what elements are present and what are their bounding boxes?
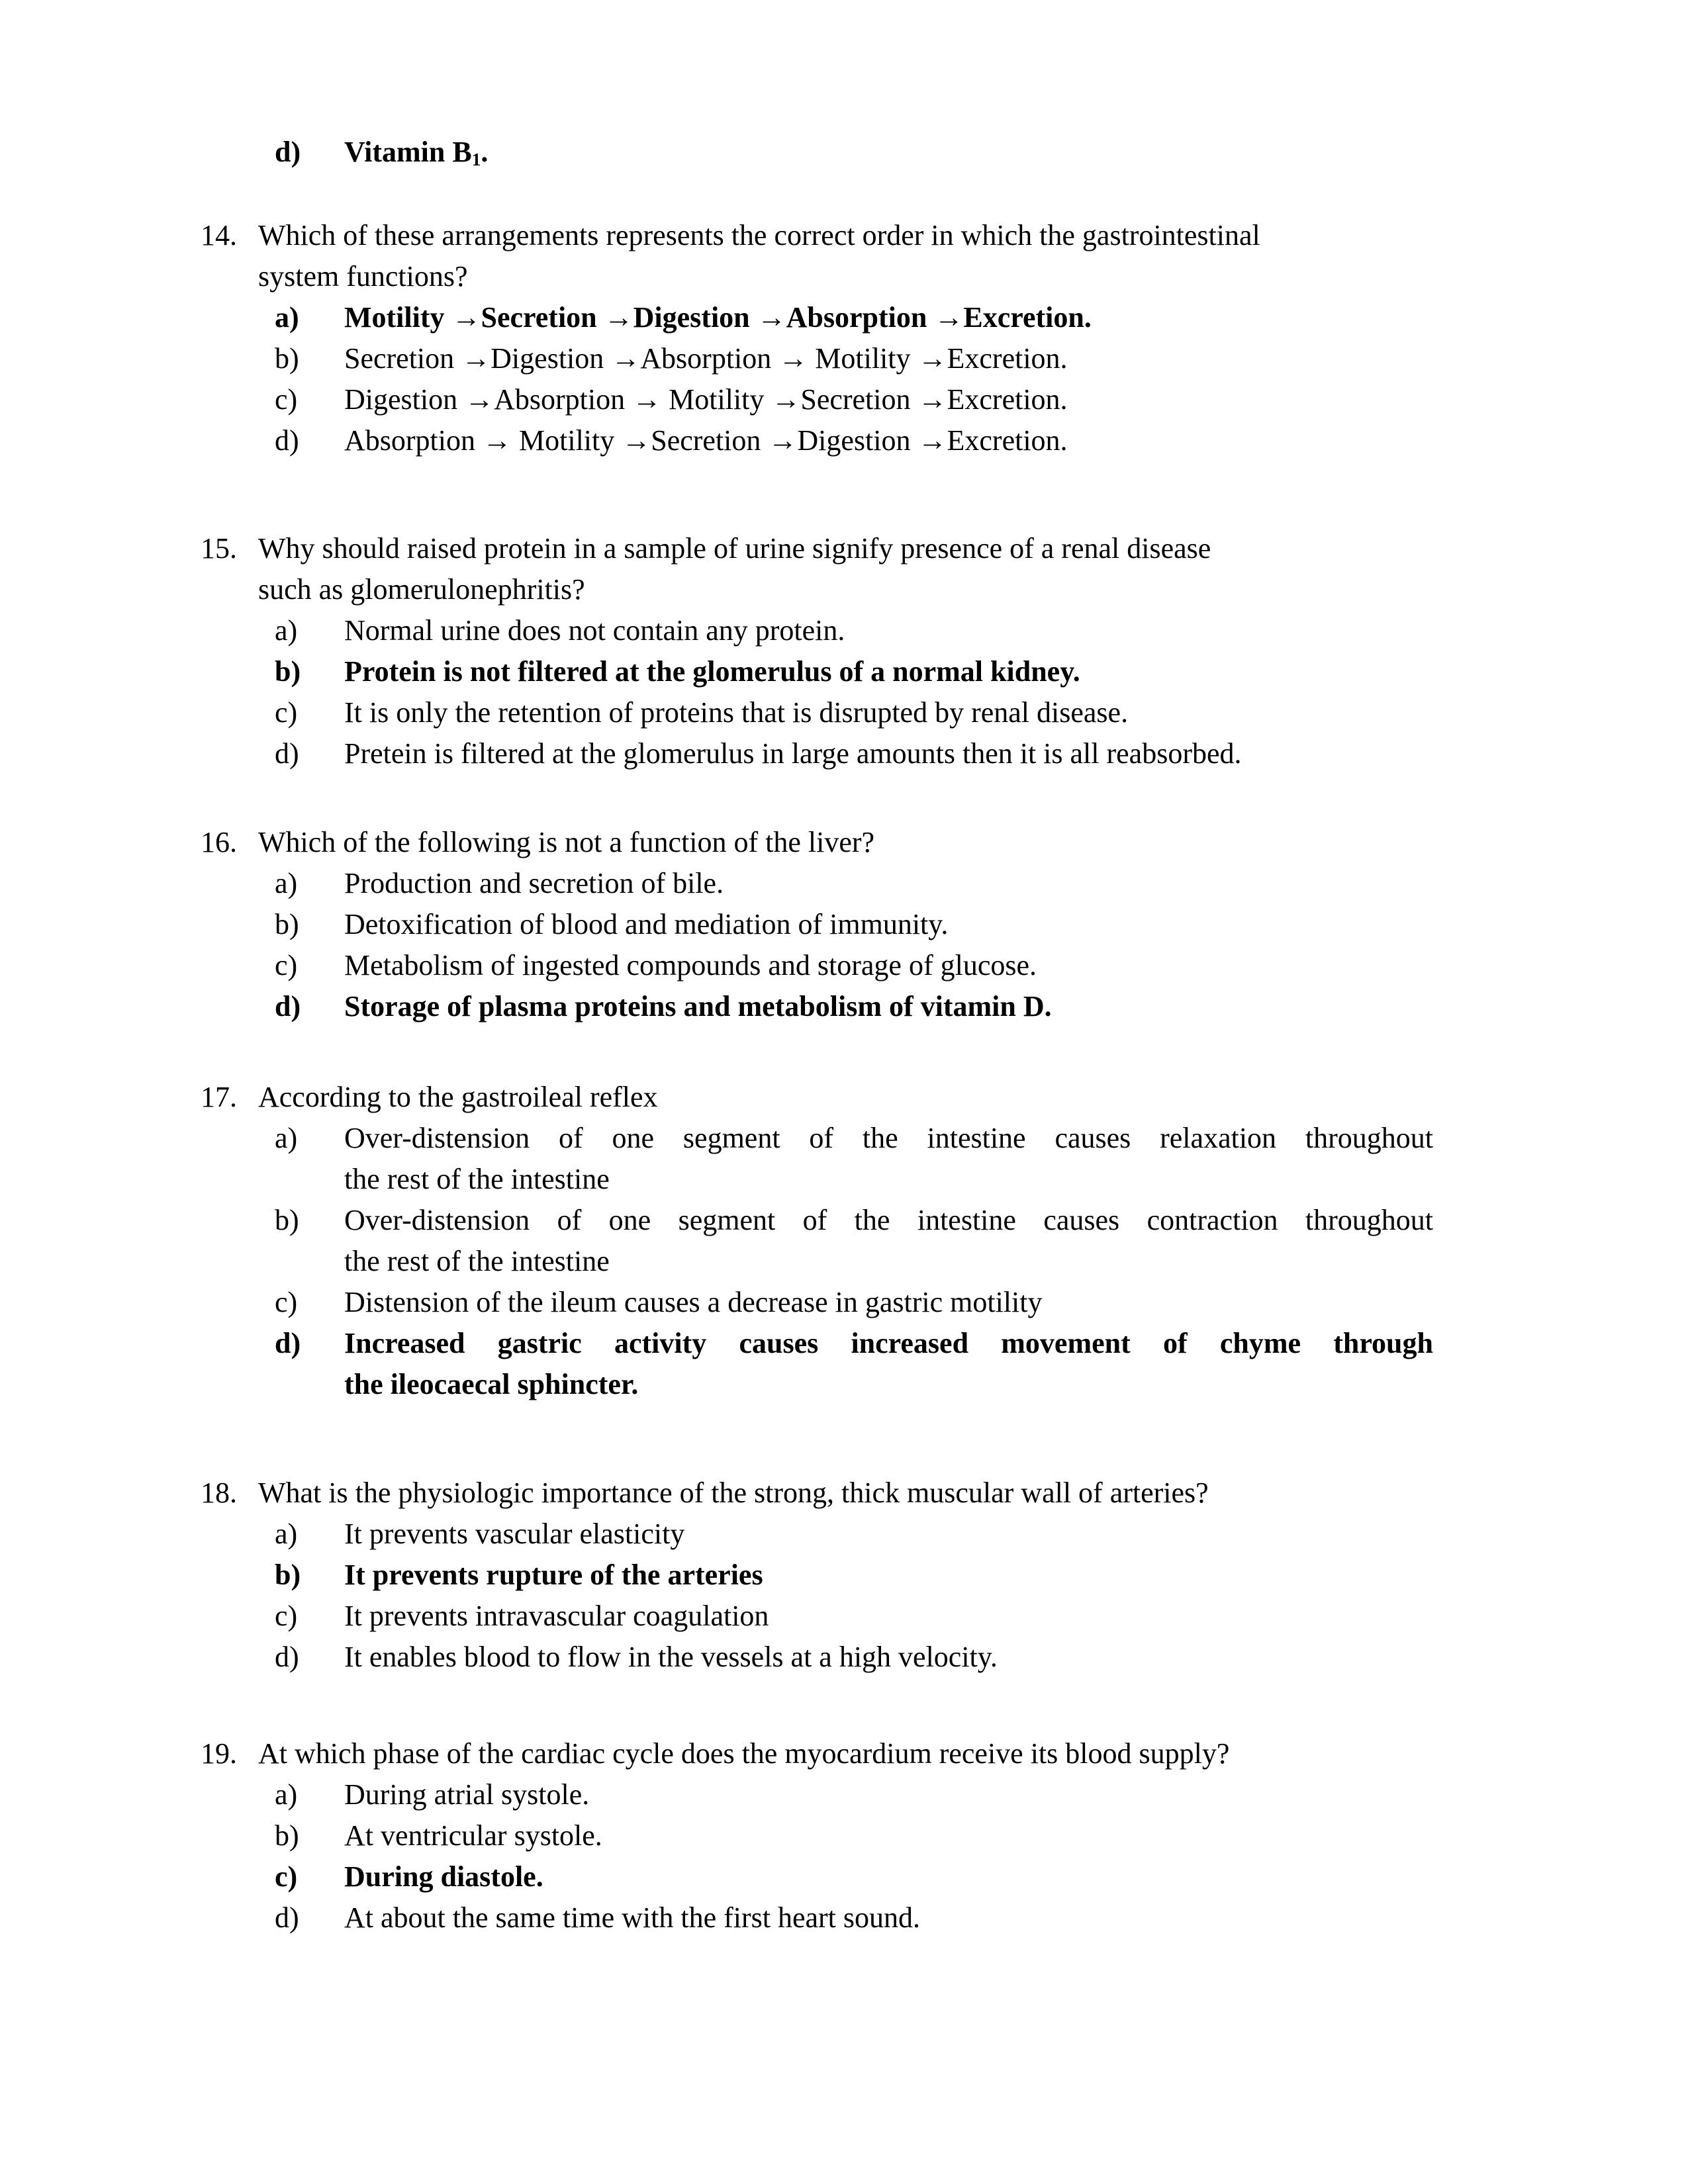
option-row (0, 338, 1688, 379)
option-row (0, 1774, 1688, 1815)
option-letter: d) (275, 1327, 301, 1359)
option-row (0, 904, 1688, 945)
option-text (344, 297, 1688, 338)
option-text (344, 1282, 1688, 1323)
question-block (0, 1733, 1688, 1938)
question-block (0, 215, 1688, 461)
question-number: 18. (201, 1477, 237, 1509)
option-letter: d) (275, 990, 301, 1023)
option-row (0, 863, 1688, 904)
question-text: Why should raised protein in a sample of urine signify presence of a renal disease (258, 532, 1211, 565)
question-number: 16. (201, 826, 237, 858)
question-text: According to the gastroileal reflex (258, 1081, 658, 1113)
option-row (0, 1555, 1688, 1596)
question-head-line (0, 256, 1688, 297)
option-text-line: Over-distension of one segment of the intestine causes contraction throughout (344, 1204, 1433, 1236)
option-letter: b) (275, 1204, 299, 1236)
question-text: Which of the following is not a function of the liver? (258, 826, 875, 858)
option-text-line: Digestion →Absorption → Motility →Secretion →Excretion. (344, 383, 1068, 416)
option-text (344, 420, 1688, 461)
question-head-line (0, 1733, 1688, 1774)
option-letter: a) (275, 1122, 298, 1154)
option-text (344, 1897, 1688, 1938)
option-text (344, 1774, 1688, 1815)
option-letter: a) (275, 1778, 298, 1811)
option-letter: c) (275, 383, 298, 416)
option-text (344, 338, 1688, 379)
question-head-line (0, 822, 1688, 863)
option-text-line: Metabolism of ingested compounds and storage of glucose. (344, 949, 1037, 981)
option-letter: d) (275, 1901, 299, 1934)
question-text: Which of these arrangements represents the correct order in which the gastrointestinal (258, 219, 1260, 251)
option-text (344, 651, 1688, 692)
option-letter: b) (275, 908, 299, 940)
option-letter: b) (275, 1819, 299, 1852)
option-text-line: the rest of the intestine (344, 1163, 610, 1195)
option-letter: b) (275, 1559, 301, 1591)
option-text-line: Detoxification of blood and mediation of immunity. (344, 908, 949, 940)
option-row (0, 1323, 1688, 1405)
option-letter: c) (275, 1600, 298, 1632)
option-row (0, 1856, 1688, 1897)
option-letter: d) (275, 737, 299, 770)
question-block (0, 1473, 1688, 1678)
option-text-line: It prevents vascular elasticity (344, 1518, 685, 1550)
option-letter: a) (275, 1518, 298, 1550)
option-text-line: Protein is not filtered at the glomerulus of a normal kidney. (344, 655, 1080, 688)
option-row (0, 692, 1688, 733)
option-row (0, 379, 1688, 420)
option-text-line: During atrial systole. (344, 1778, 590, 1811)
option-letter: c) (275, 696, 298, 729)
question-text: What is the physiologic importance of the strong, thick muscular wall of arteries? (258, 1477, 1209, 1509)
option-text-line: Over-distension of one segment of the intestine causes relaxation throughout (344, 1122, 1433, 1154)
question-block (0, 822, 1688, 1027)
option-text (344, 1815, 1688, 1856)
subscript-1: 1 (471, 150, 481, 169)
option-text (344, 1637, 1688, 1678)
option-text (344, 136, 488, 168)
option-row (0, 1815, 1688, 1856)
option-text (344, 945, 1688, 986)
option-letter: b) (275, 655, 301, 688)
option-text (344, 1323, 1688, 1405)
option-text (344, 1118, 1688, 1200)
option-text (344, 1596, 1688, 1637)
questions-container (0, 215, 1688, 1938)
option-text-line: Normal urine does not contain any protein. (344, 614, 845, 647)
option-letter: d) (275, 136, 301, 168)
option-letter: c) (275, 1860, 298, 1893)
option-text-line: Pretein is filtered at the glomerulus in large amounts then it is all reabsorbed. (344, 737, 1242, 770)
option-row (0, 1118, 1688, 1200)
option-text-line: At ventricular systole. (344, 1819, 602, 1852)
option-row (0, 1897, 1688, 1938)
option-row (0, 297, 1688, 338)
question-text: system functions? (258, 260, 468, 293)
option-text-main: Vitamin B (344, 136, 472, 168)
option-letter: c) (275, 949, 298, 981)
option-row (0, 733, 1688, 774)
option-letter: d) (275, 424, 299, 457)
option-text-line: the ileocaecal sphincter. (344, 1368, 639, 1400)
option-text-line: During diastole. (344, 1860, 543, 1893)
option-text-line: the rest of the intestine (344, 1245, 610, 1277)
question-head-line (0, 569, 1688, 610)
option-row (0, 1637, 1688, 1678)
question-number: 17. (201, 1081, 237, 1113)
question-number: 19. (201, 1737, 237, 1770)
option-text (344, 1555, 1688, 1596)
question-text: At which phase of the cardiac cycle does the myocardium receive its blood supply? (258, 1737, 1230, 1770)
question-number: 14. (201, 219, 237, 251)
option-text-line: It prevents rupture of the arteries (344, 1559, 763, 1591)
option-letter: d) (275, 1641, 299, 1673)
option-letter: b) (275, 342, 299, 375)
option-row (0, 986, 1688, 1027)
option-text (344, 1514, 1688, 1555)
option-row (0, 1200, 1688, 1282)
option-text (344, 692, 1688, 733)
question-block (0, 1077, 1688, 1405)
option-text-line: Production and secretion of bile. (344, 867, 724, 899)
option-row (0, 1282, 1688, 1323)
option-text (344, 733, 1688, 774)
option-text (344, 863, 1688, 904)
question-head-line (0, 215, 1688, 256)
question-head-line (0, 1473, 1688, 1514)
question-block (0, 528, 1688, 774)
option-text-line: Secretion →Digestion →Absorption → Motility →Excretion. (344, 342, 1068, 375)
option-text-line: Motility →Secretion →Digestion →Absorption →Excretion. (344, 301, 1092, 334)
option-text-line: It enables blood to flow in the vessels at a high velocity. (344, 1641, 998, 1673)
option-row (0, 1514, 1688, 1555)
option-text (344, 1856, 1688, 1897)
option-text (344, 986, 1688, 1027)
option-text (344, 379, 1688, 420)
option-row-intro (0, 132, 1688, 173)
option-letter: a) (275, 301, 299, 334)
option-text-line: At about the same time with the first heart sound. (344, 1901, 921, 1934)
option-text-line: It prevents intravascular coagulation (344, 1600, 769, 1632)
option-text (344, 1200, 1688, 1282)
option-letter: a) (275, 867, 298, 899)
question-head-line (0, 1077, 1688, 1118)
option-letter: a) (275, 614, 298, 647)
option-row (0, 651, 1688, 692)
question-text: such as glomerulonephritis? (258, 573, 585, 606)
option-text (344, 904, 1688, 945)
question-head-line (0, 528, 1688, 569)
option-row (0, 945, 1688, 986)
option-letter: c) (275, 1286, 298, 1318)
option-text-line: Increased gastric activity causes increased movement of chyme through (344, 1327, 1433, 1359)
option-text-line: Storage of plasma proteins and metabolism of vitamin D. (344, 990, 1052, 1023)
option-text (344, 610, 1688, 651)
option-row (0, 610, 1688, 651)
option-row (0, 420, 1688, 461)
option-row (0, 1596, 1688, 1637)
question-number: 15. (201, 532, 237, 565)
option-text-line: Distension of the ileum causes a decrease in gastric motility (344, 1286, 1043, 1318)
option-text-line: It is only the retention of proteins that is disrupted by renal disease. (344, 696, 1129, 729)
option-text-line: Absorption → Motility →Secretion →Digestion →Excretion. (344, 424, 1068, 457)
option-text-period: . (481, 136, 489, 168)
